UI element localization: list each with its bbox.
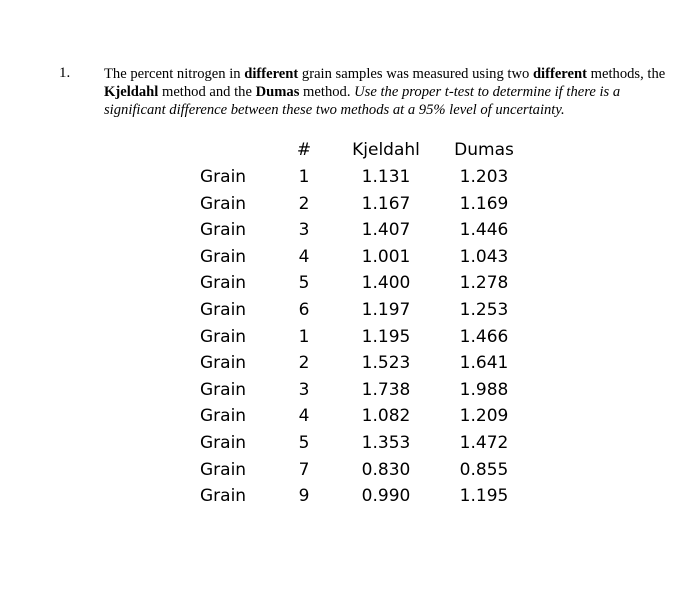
kjeldahl-value: 1.001 bbox=[361, 247, 411, 267]
header-kjeldahl: Kjeldahl bbox=[352, 140, 420, 160]
row-label: Grain bbox=[200, 327, 247, 347]
row-label: Grain bbox=[200, 460, 247, 480]
dumas-value: 1.043 bbox=[459, 247, 509, 267]
kjeldahl-value: 1.523 bbox=[361, 353, 411, 373]
dumas-value: 1.278 bbox=[459, 273, 509, 293]
row-label: Grain bbox=[200, 273, 247, 293]
kjeldahl-value: 1.400 bbox=[361, 273, 411, 293]
problem-text-segment: method. bbox=[299, 84, 355, 100]
kjeldahl-value: 1.195 bbox=[361, 327, 411, 347]
row-number: 1 bbox=[298, 327, 310, 347]
problem-number: 1. bbox=[59, 65, 71, 81]
emphasis-different-samples: different bbox=[244, 66, 299, 82]
emphasis-dumas: Dumas bbox=[255, 84, 300, 100]
kjeldahl-value: 1.353 bbox=[361, 433, 411, 453]
row-number: 3 bbox=[298, 220, 310, 240]
problem-text-segment: grain samples was measured using two bbox=[298, 66, 533, 82]
dumas-value: 1.446 bbox=[459, 220, 509, 240]
row-label: Grain bbox=[200, 406, 247, 426]
kjeldahl-value: 1.131 bbox=[361, 167, 411, 187]
row-label: Grain bbox=[200, 167, 247, 187]
dumas-value: 1.195 bbox=[459, 486, 509, 506]
row-label: Grain bbox=[200, 247, 247, 267]
dumas-value: 1.169 bbox=[459, 194, 509, 214]
row-number: 4 bbox=[298, 406, 310, 426]
row-number: 9 bbox=[298, 486, 310, 506]
row-label: Grain bbox=[200, 353, 247, 373]
dumas-value: 1.253 bbox=[459, 300, 509, 320]
kjeldahl-value: 0.830 bbox=[361, 460, 411, 480]
kjeldahl-value: 1.167 bbox=[361, 194, 411, 214]
row-number: 6 bbox=[298, 300, 310, 320]
problem-text-segment: The percent nitrogen in bbox=[104, 66, 245, 82]
dumas-value: 0.855 bbox=[459, 460, 509, 480]
kjeldahl-value: 0.990 bbox=[361, 486, 411, 506]
dumas-value: 1.988 bbox=[459, 380, 509, 400]
emphasis-different-methods: different bbox=[532, 66, 587, 82]
row-number: 7 bbox=[298, 460, 310, 480]
problem-text-segment: method and the bbox=[158, 84, 256, 100]
row-label: Grain bbox=[200, 433, 247, 453]
row-label: Grain bbox=[200, 300, 247, 320]
emphasis-kjeldahl: Kjeldahl bbox=[104, 84, 159, 100]
kjeldahl-value: 1.082 bbox=[361, 406, 411, 426]
dumas-value: 1.472 bbox=[459, 433, 509, 453]
header-number: # bbox=[296, 140, 312, 160]
row-number: 4 bbox=[298, 247, 310, 267]
row-number: 1 bbox=[298, 167, 310, 187]
row-label: Grain bbox=[200, 194, 247, 214]
header-dumas: Dumas bbox=[454, 140, 514, 160]
row-number: 5 bbox=[298, 433, 310, 453]
dumas-value: 1.203 bbox=[459, 167, 509, 187]
row-number: 2 bbox=[298, 353, 310, 373]
row-label: Grain bbox=[200, 486, 247, 506]
row-label: Grain bbox=[200, 220, 247, 240]
kjeldahl-value: 1.407 bbox=[361, 220, 411, 240]
dumas-value: 1.466 bbox=[459, 327, 509, 347]
kjeldahl-value: 1.738 bbox=[361, 380, 411, 400]
row-label: Grain bbox=[200, 380, 247, 400]
kjeldahl-value: 1.197 bbox=[361, 300, 411, 320]
problem-instruction: Use the proper t-test to determine if there is a significant difference between these two methods at a 95% level of uncertainty. bbox=[104, 84, 621, 118]
row-number: 2 bbox=[298, 194, 310, 214]
problem-text-segment: methods, the bbox=[586, 66, 666, 82]
dumas-value: 1.641 bbox=[459, 353, 509, 373]
dumas-value: 1.209 bbox=[459, 406, 509, 426]
row-number: 3 bbox=[298, 380, 310, 400]
row-number: 5 bbox=[298, 273, 310, 293]
